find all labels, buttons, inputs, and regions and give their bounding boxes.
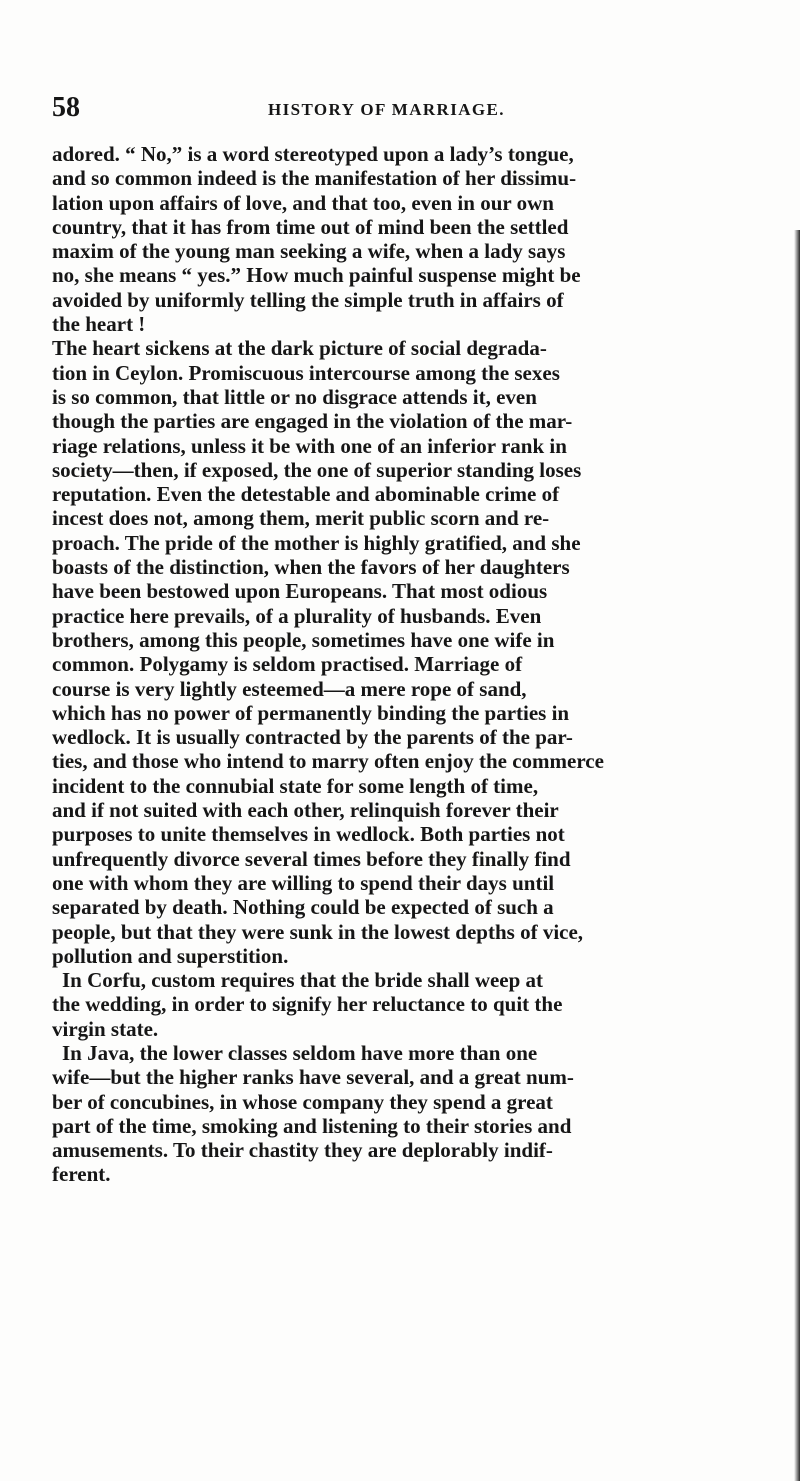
page-header xyxy=(52,92,752,126)
text-line: incest does not, among them, merit public scorn and re- xyxy=(52,506,550,531)
text-line: common. Polygamy is seldom practised. Marriage of xyxy=(52,652,523,677)
text-line: practice here prevails, of a plurality of husbands. Even xyxy=(52,603,542,628)
running-head: HISTORY OF MARRIAGE. xyxy=(268,100,505,119)
text-line: and so common indeed is the manifestation of her dissimu- xyxy=(52,166,577,191)
text-line: boasts of the distinction, when the favors of her daughters xyxy=(52,555,570,580)
text-line: the wedding, in order to signify her reluctance to quit the xyxy=(52,992,563,1017)
page-number: 58 xyxy=(52,92,80,123)
paragraph xyxy=(52,142,748,336)
text-line: proach. The pride of the mother is highly gratified, and she xyxy=(52,530,581,555)
text-line: virgin state. xyxy=(52,1016,159,1041)
page-edge-shadow xyxy=(794,230,800,1481)
text-line: amusements. To their chastity they are deplorably indif- xyxy=(52,1138,553,1163)
text-line: ferent. xyxy=(52,1162,111,1187)
text-line: unfrequently divorce several times before they finally find xyxy=(52,846,571,871)
text-line: the heart ! xyxy=(52,312,146,337)
paragraph xyxy=(52,1041,748,1187)
text-line: ties, and those who intend to marry often enjoy the commerce xyxy=(52,749,604,774)
paragraph xyxy=(52,968,748,1041)
text-line: wedlock. It is usually contracted by the parents of the par- xyxy=(52,725,573,750)
text-line: The heart sickens at the dark picture of social degrada- xyxy=(52,336,547,361)
body-text xyxy=(52,142,748,1187)
text-line: people, but that they were sunk in the lowest depths of vice, xyxy=(52,919,584,944)
text-line: lation upon affairs of love, and that too, even in our own xyxy=(52,190,554,215)
text-line: society—then, if exposed, the one of superior standing loses xyxy=(52,457,582,482)
text-line: is so common, that little or no disgrace attends it, even xyxy=(52,384,537,409)
text-line: though the parties are engaged in the violation of the mar- xyxy=(52,409,573,434)
text-line: avoided by uniformly telling the simple truth in affairs of xyxy=(52,287,564,312)
text-line: ber of concubines, in whose company they spend a great xyxy=(52,1089,553,1114)
text-line: part of the time, smoking and listening to their stories and xyxy=(52,1113,572,1138)
text-line: and if not suited with each other, relinquish forever their xyxy=(52,798,559,823)
text-line: country, that it has from time out of mind been the settled xyxy=(52,214,569,239)
text-line: separated by death. Nothing could be expected of such a xyxy=(52,895,554,920)
text-line: incident to the connubial state for some length of time, xyxy=(52,773,539,798)
text-line: In Corfu, custom requires that the bride shall weep at xyxy=(62,968,544,993)
text-line: wife—but the higher ranks have several, and a great num- xyxy=(52,1065,574,1090)
text-line: purposes to unite themselves in wedlock. Both parties not xyxy=(52,822,565,847)
text-line: course is very lightly esteemed—a mere rope of sand, xyxy=(52,676,527,701)
text-line: have been bestowed upon Europeans. That most odious xyxy=(52,579,548,604)
text-line: brothers, among this people, sometimes have one wife in xyxy=(52,627,555,652)
paragraph xyxy=(52,336,748,968)
text-line: no, she means “ yes.” How much painful suspense might be xyxy=(52,263,581,288)
text-line: one with whom they are willing to spend their days until xyxy=(52,870,555,895)
text-line: In Java, the lower classes seldom have more than one xyxy=(62,1040,538,1065)
text-line: pollution and superstition. xyxy=(52,943,289,968)
text-line: adored. “ No,” is a word stereotyped upon a lady’s tongue, xyxy=(52,142,574,166)
text-line: maxim of the young man seeking a wife, when a lady says xyxy=(52,239,566,264)
text-line: tion in Ceylon. Promiscuous intercourse among the sexes xyxy=(52,360,560,385)
text-line: riage relations, unless it be with one of an inferior rank in xyxy=(52,433,567,458)
text-line: which has no power of permanently binding the parties in xyxy=(52,700,570,725)
text-line: reputation. Even the detestable and abominable crime of xyxy=(52,482,560,507)
